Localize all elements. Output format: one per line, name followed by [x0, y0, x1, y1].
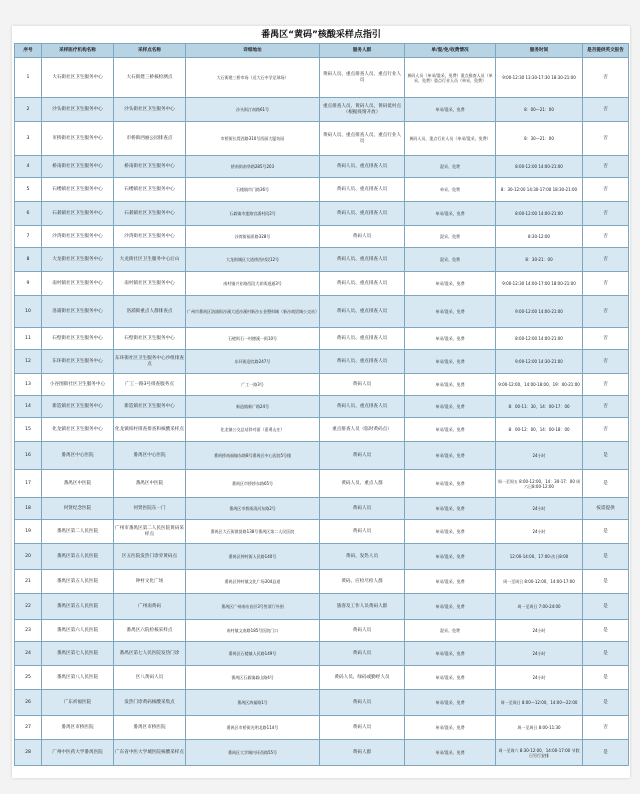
table-row: [15, 122, 629, 156]
cell-english-report: 是: [583, 442, 629, 470]
cell-site: 沙湾街社区卫生服务中心: [114, 226, 186, 248]
table-row: [15, 716, 629, 740]
cell-time: 12:00-14:00、17:00-次日8:00: [496, 544, 583, 570]
cell-no: 23: [15, 620, 42, 642]
cell-crowd: 黄码人员、绿码或勤经人员: [320, 666, 405, 690]
table-row: [15, 740, 629, 766]
cell-address: 番禺区石碁镇碁山路4号: [186, 666, 320, 690]
cell-english-report: 否: [583, 226, 629, 248]
cell-english-report: 否: [583, 202, 629, 226]
cell-english-report: 否: [583, 58, 629, 98]
cell-address: 石碁镇市莲路官涌村段2号: [186, 202, 320, 226]
table-row: [15, 328, 629, 350]
cell-address: 番禺区石楼镇人民路149号: [186, 642, 320, 666]
cell-address: 大龙街城区大道傍西村段12号: [186, 248, 320, 272]
cell-org: 番禺区中医院: [42, 470, 114, 498]
table-row: [15, 156, 629, 178]
cell-time: 24小时: [496, 642, 583, 666]
cell-org: 沙头街社区卫生服务中心: [42, 98, 114, 122]
cell-time: 8：30-12:00 14:30-17:00 18:30-21:00: [496, 178, 583, 202]
cell-crowd: 黄码人员: [320, 620, 405, 642]
cell-fee: 单采/混采、免费: [405, 396, 496, 418]
cell-address: 新造镇新广路24号: [186, 396, 320, 418]
cell-site: 钟村文化广场: [114, 570, 186, 594]
cell-no: 13: [15, 374, 42, 396]
cell-site: 洛浦街重点人群排查点: [114, 296, 186, 328]
cell-site: 区五医院发热门诊旁黄码点: [114, 544, 186, 570]
cell-org: 石碁镇社区卫生服务中心: [42, 202, 114, 226]
cell-org: 番禺区市桥医院: [42, 716, 114, 740]
cell-no: 28: [15, 740, 42, 766]
cell-fee: 单采/混采、免费: [405, 470, 496, 498]
cell-site: 沙头街社区卫生服务中心: [114, 98, 186, 122]
cell-site: 大石街建三桥核检测点: [114, 58, 186, 98]
cell-no: 2: [15, 98, 42, 122]
cell-fee: 单采/混采、免费: [405, 98, 496, 122]
cell-org: 何贤纪念医院: [42, 498, 114, 520]
cell-org: 石楼镇社区卫生服务中心: [42, 178, 114, 202]
table-row: [15, 594, 629, 620]
cell-no: 22: [15, 594, 42, 620]
table-row: [15, 202, 629, 226]
cell-time: 9:00-12:00 14:00-21:00: [496, 296, 583, 328]
cell-address: 东环街迎宾路247号: [186, 350, 320, 374]
cell-address: 广工一路3号: [186, 374, 320, 396]
cell-english-report: 否: [583, 156, 629, 178]
cell-no: 9: [15, 272, 42, 296]
cell-org: 市桥街社区卫生服务中心: [42, 122, 114, 156]
cell-fee: 单采/混采、免费: [405, 374, 496, 396]
cell-crowd: 黄码人员、重点排查人员: [320, 296, 405, 328]
table-row: [15, 296, 629, 328]
cell-no: 20: [15, 544, 42, 570]
cell-fee: 黄码人员、重点行业人员（单采/混采，免费）: [405, 122, 496, 156]
cell-time: 8:00-12:00 14:00-21:00: [496, 156, 583, 178]
cell-address: 南村镇文南路185号医院门口: [186, 620, 320, 642]
cell-site: 化龙镇柏村排查排查和核酸采样点: [114, 418, 186, 442]
cell-fee: 单采/混采、免费: [405, 328, 496, 350]
cell-english-report: 否: [583, 350, 629, 374]
cell-address: 番禺区市桥桥东路65号: [186, 470, 320, 498]
cell-fee: 单采/混采、免费: [405, 690, 496, 716]
cell-address: 番禺区大学城内环西路55号: [186, 740, 320, 766]
cell-org: 沙湾街社区卫生服务中心: [42, 226, 114, 248]
cell-time: 8：00-11：30、14：00-17：00: [496, 396, 583, 418]
cell-crowd: 重点排查人员、黄码人员、黄码低村点（根据疫情开放）: [320, 98, 405, 122]
cell-org: 大龙街社区卫生服务中心: [42, 248, 114, 272]
cell-site: 石壁街社区卫生服务中心: [114, 328, 186, 350]
cell-english-report: 否: [583, 272, 629, 296]
sampling-sites-table: [14, 43, 629, 766]
cell-site: 广工一路3号排查服务点: [114, 374, 186, 396]
cell-address: 石壁街石一村德溪一街10号: [186, 328, 320, 350]
cell-address: 市桥街长堤西路310号西丽大厦坊园: [186, 122, 320, 156]
cell-org: 石壁街社区卫生服务中心: [42, 328, 114, 350]
table-row: [15, 544, 629, 570]
cell-english-report: 是: [583, 520, 629, 544]
cell-site: 新造镇社区卫生服务中心: [114, 396, 186, 418]
cell-fee: 单采/混采、免费: [405, 740, 496, 766]
cell-english-report: 是: [583, 544, 629, 570]
cell-no: 1: [15, 58, 42, 98]
cell-site: 广州市番禺区第二人民医院黄码采样点: [114, 520, 186, 544]
cell-site: 大龙街社区卫生服务中心后山: [114, 248, 186, 272]
cell-time: 周一至周日 8:00-12:00，14:00-17:00: [496, 570, 583, 594]
cell-org: 桥南街社区卫生服务中心: [42, 156, 114, 178]
cell-crowd: 黄码人员: [320, 690, 405, 716]
cell-time: 24小时: [496, 498, 583, 520]
cell-crowd: 黄码、应检尽检人群: [320, 570, 405, 594]
cell-crowd: 黄码人员、重点排查人员: [320, 396, 405, 418]
cell-time: 8：00—21：00: [496, 98, 583, 122]
cell-english-report: 是: [583, 690, 629, 716]
cell-site: 广东省中医大学城医院核酸采样点: [114, 740, 186, 766]
cell-no: 10: [15, 296, 42, 328]
cell-crowd: 黄码人员: [320, 716, 405, 740]
cell-no: 16: [15, 442, 42, 470]
cell-no: 6: [15, 202, 42, 226]
cell-english-report: 是: [583, 666, 629, 690]
table-row: [15, 470, 629, 498]
table-row: [15, 374, 629, 396]
cell-english-report: 否: [583, 98, 629, 122]
cell-no: 21: [15, 570, 42, 594]
cell-fee: 单采/混采、免费: [405, 642, 496, 666]
cell-site: 何贤医院东一门: [114, 498, 186, 520]
cell-crowd: 黄码人员、重点人群: [320, 470, 405, 498]
table-row: [15, 498, 629, 520]
cell-no: 17: [15, 470, 42, 498]
cell-english-report: 否: [583, 374, 629, 396]
cell-english-report: 否: [583, 248, 629, 272]
cell-org: 东环街社区卫生服务中心: [42, 350, 114, 374]
cell-crowd: 黄码人员: [320, 442, 405, 470]
cell-crowd: 黄码人员、重点排查人员: [320, 350, 405, 374]
cell-crowd: 黄码人员、重点排查人员: [320, 178, 405, 202]
table-row: [15, 272, 629, 296]
cell-address: 沙头街汀南路61号: [186, 98, 320, 122]
cell-fee: 单采/混采、免费: [405, 520, 496, 544]
cell-org: 番禺区第二人民医院: [42, 520, 114, 544]
cell-address: 番禺区钟村街人民路140号: [186, 544, 320, 570]
cell-org: 南村镇社区卫生服务中心: [42, 272, 114, 296]
table-row: [15, 620, 629, 642]
cell-english-report: 是: [583, 570, 629, 594]
cell-fee: 单采/混采、免费: [405, 570, 496, 594]
cell-english-report: 是: [583, 740, 629, 766]
cell-site: 广州南黄码: [114, 594, 186, 620]
cell-fee: 单采/混采、免费: [405, 272, 496, 296]
col-header-english-report: 是否提供英文报告: [583, 44, 629, 58]
cell-crowd: 黄码人员: [320, 642, 405, 666]
cell-crowd: 黄码人员、重点排查人员、重点行业人员: [320, 122, 405, 156]
guide-sheet: [12, 26, 630, 778]
cell-org: 番禺区第五人民医院: [42, 594, 114, 620]
cell-site: 市桥街西丽公园排查点: [114, 122, 186, 156]
cell-crowd: 重点排查人员（临时黄码点）: [320, 418, 405, 442]
cell-crowd: 黄码人员、重点排查人员: [320, 248, 405, 272]
cell-site: 桥南街社区卫生服务中心: [114, 156, 186, 178]
cell-site: 区八黄码人员: [114, 666, 186, 690]
cell-org: 广东祈福医院: [42, 690, 114, 716]
cell-time: 24小时: [496, 442, 583, 470]
cell-time: 8:00-12:00 14:00-21:00: [496, 202, 583, 226]
table-row: [15, 248, 629, 272]
cell-fee: 单采/混采、免费: [405, 418, 496, 442]
cell-org: 番禺区第五人民医院: [42, 544, 114, 570]
header-row: [15, 44, 629, 58]
col-header-address: 详细地址: [186, 44, 320, 58]
cell-time: 周一至周六 8:30-12:00、14:00-17:00 节假日另行安排: [496, 740, 583, 766]
col-header-no: 序号: [15, 44, 42, 58]
cell-crowd: 黄码人群: [320, 740, 405, 766]
cell-org: 番禺区中心医院: [42, 442, 114, 470]
cell-address: 番禺桥南福愉东路8号番禺区中心医院5号楼: [186, 442, 320, 470]
cell-time: 8:30-12:00: [496, 226, 583, 248]
table-row: [15, 690, 629, 716]
cell-site: 番禺区六院检核采样点: [114, 620, 186, 642]
cell-address: 番禺区钟村镇文化广场304县道: [186, 570, 320, 594]
cell-time: 9:00-12:00、14:00-18:00、19：00-21:00: [496, 374, 583, 396]
col-header-crowd: 服务人群: [320, 44, 405, 58]
cell-time: 9:00-12:30 14:00-17:00 18:00-21:00: [496, 272, 583, 296]
cell-english-report: 否: [583, 716, 629, 740]
cell-no: 8: [15, 248, 42, 272]
cell-fee: 单采/混采、免费: [405, 498, 496, 520]
table-row: [15, 226, 629, 248]
cell-crowd: 黄码人员、重点排查人员: [320, 202, 405, 226]
cell-fee: 混采、免费: [405, 226, 496, 248]
cell-no: 27: [15, 716, 42, 740]
cell-english-report: 否: [583, 328, 629, 350]
cell-site: 番禺区第七人民医院发热门诊: [114, 642, 186, 666]
table-row: [15, 442, 629, 470]
cell-address: 大石街建三桥市场（近大石中学足球场）: [186, 58, 320, 98]
cell-no: 18: [15, 498, 42, 520]
cell-org: 番禺区第六人民医院: [42, 620, 114, 642]
cell-fee: 混采、免费: [405, 248, 496, 272]
cell-address: 桥南街南华路285号203: [186, 156, 320, 178]
table-row: [15, 178, 629, 202]
cell-address: 石楼镇市门路36号: [186, 178, 320, 202]
cell-address: 南村镇兴业路西段大祥街道通3号: [186, 272, 320, 296]
cell-crowd: 黄码、发热人员: [320, 544, 405, 570]
cell-site: 番禺区中医院: [114, 470, 186, 498]
cell-no: 12: [15, 350, 42, 374]
cell-time: 8:00-12:00 14:00-21:00: [496, 328, 583, 350]
cell-address: 广州市番禺区洛浦街沙溪大道沙溪村新沙五金塑料城（新沙商贸城公交站）: [186, 296, 320, 328]
cell-org: 新造镇社区卫生服务中心: [42, 396, 114, 418]
table-row: [15, 520, 629, 544]
table-row: [15, 396, 629, 418]
table-row: [15, 666, 629, 690]
cell-site: 番禺区市桥医院: [114, 716, 186, 740]
cell-no: 15: [15, 418, 42, 442]
table-row: [15, 570, 629, 594]
cell-time: 8：30-21：00: [496, 248, 583, 272]
col-header-time: 服务时间: [496, 44, 583, 58]
col-header-fee: 单/混/免/收费情况: [405, 44, 496, 58]
cell-org: 小谷围街社区卫生服务中心: [42, 374, 114, 396]
cell-fee: 单采/混采、免费: [405, 442, 496, 470]
cell-org: 番禺区第五人民医院: [42, 570, 114, 594]
cell-site: 石楼镇社区卫生服务中心: [114, 178, 186, 202]
cell-time: 9:00-12:00 14:30-21:00: [496, 350, 583, 374]
cell-no: 14: [15, 396, 42, 418]
cell-time: 8：30—21：00: [496, 122, 583, 156]
cell-english-report: 否: [583, 396, 629, 418]
cell-english-report: 否: [583, 296, 629, 328]
cell-crowd: 旅客及工作人员黄码人群: [320, 594, 405, 620]
cell-crowd: 黄码人员: [320, 226, 405, 248]
cell-crowd: 黄码人员、重点排查人员、重点行业人员: [320, 58, 405, 98]
cell-org: 大石街社区卫生服务中心: [42, 58, 114, 98]
cell-fee: 单采/混采、免费: [405, 544, 496, 570]
col-header-site: 采样点名称: [114, 44, 186, 58]
cell-address: 番禺区广州南站首层3号售票厅外围: [186, 594, 320, 620]
cell-no: 11: [15, 328, 42, 350]
cell-fee: 单采/混采、免费: [405, 594, 496, 620]
cell-crowd: 黄码人员、重点排查人员: [320, 156, 405, 178]
page-title: 番禺区“黄码”核酸采样点指引: [261, 30, 381, 40]
cell-no: 5: [15, 178, 42, 202]
cell-no: 19: [15, 520, 42, 544]
cell-english-report: 否: [583, 178, 629, 202]
cell-org: 番禺区第七人民医院: [42, 642, 114, 666]
cell-site: 南村镇社区卫生服务中心: [114, 272, 186, 296]
cell-address: 沙湾街福景路328号: [186, 226, 320, 248]
cell-address: 化龙镇公交总站斜对面（嘉勇山庄）: [186, 418, 320, 442]
cell-crowd: 黄码人员: [320, 498, 405, 520]
cell-english-report: 是: [583, 620, 629, 642]
cell-time: 周一至周五 8:00-12:00，14：30-17：00 周六日8:00-12:00: [496, 470, 583, 498]
cell-english-report: 是: [583, 642, 629, 666]
cell-crowd: 黄码人员、重点排查人员: [320, 272, 405, 296]
cell-time: 周一至周日 8:00-11:30: [496, 716, 583, 740]
table-row: [15, 418, 629, 442]
cell-fee: 单采/混采、免费: [405, 296, 496, 328]
cell-org: 广州中医药大学番禺医院: [42, 740, 114, 766]
cell-no: 4: [15, 156, 42, 178]
cell-fee: 混采、免费: [405, 620, 496, 642]
cell-fee: 单采/混采、免费: [405, 202, 496, 226]
cell-english-report: 按需提供: [583, 498, 629, 520]
cell-org: 番禺区第八人民医院: [42, 666, 114, 690]
cell-time: 8：00-12：00、14：00-18：00: [496, 418, 583, 442]
cell-org: 化龙镇社区卫生服务中心: [42, 418, 114, 442]
cell-time: 周一至周日 8:00—12:00，14:00—22:00: [496, 690, 583, 716]
table-row: [15, 98, 629, 122]
cell-no: 25: [15, 666, 42, 690]
cell-fee: 单采、免费: [405, 178, 496, 202]
table-row: [15, 350, 629, 374]
cell-org: 洛浦街社区卫生服务中心: [42, 296, 114, 328]
cell-no: 26: [15, 690, 42, 716]
cell-no: 24: [15, 642, 42, 666]
cell-english-report: 否: [583, 122, 629, 156]
table-row: [15, 642, 629, 666]
cell-crowd: 黄码人员: [320, 374, 405, 396]
cell-site: 东环街社区卫生服务中心沙组排查点: [114, 350, 186, 374]
cell-address: 番禺区鸿福路1号: [186, 690, 320, 716]
cell-fee: 混采、免费: [405, 156, 496, 178]
cell-time: 24小时: [496, 620, 583, 642]
cell-site: 石碁镇社区卫生服务中心: [114, 202, 186, 226]
cell-site: 番禺区中心医院: [114, 442, 186, 470]
cell-fee: 黄码人员（单采/混采，免费）重点排查人员（单采，免费）重点行业人员（单采，免费）: [405, 58, 496, 98]
cell-no: 7: [15, 226, 42, 248]
col-header-org: 采样医疗机构名称: [42, 44, 114, 58]
cell-site: 发热门诊黄码核酸采集点: [114, 690, 186, 716]
cell-time: 周一至周日 7:00-24:00: [496, 594, 583, 620]
cell-fee: 单采/混采、免费: [405, 666, 496, 690]
cell-fee: 单采/混采、免费: [405, 716, 496, 740]
cell-time: 24小时: [496, 666, 583, 690]
table-row: [15, 58, 629, 98]
cell-address: 番禺区大石街群贤路138号番禺区第二人民医院: [186, 520, 320, 544]
cell-english-report: 是: [583, 594, 629, 620]
cell-no: 3: [15, 122, 42, 156]
cell-english-report: 否: [583, 418, 629, 442]
cell-crowd: 黄码人员: [320, 520, 405, 544]
cell-time: 24小时: [496, 520, 583, 544]
cell-english-report: 是: [583, 470, 629, 498]
cell-time: 9:00-12:30 13:30-17:30 18:30-21:00: [496, 58, 583, 98]
cell-address: 番禺区市桥街清河东路2号: [186, 498, 320, 520]
cell-fee: 单采/混采、免费: [405, 350, 496, 374]
cell-address: 番禺区市桥街光明北路114号: [186, 716, 320, 740]
cell-crowd: 黄码人员、重点排查人员: [320, 328, 405, 350]
